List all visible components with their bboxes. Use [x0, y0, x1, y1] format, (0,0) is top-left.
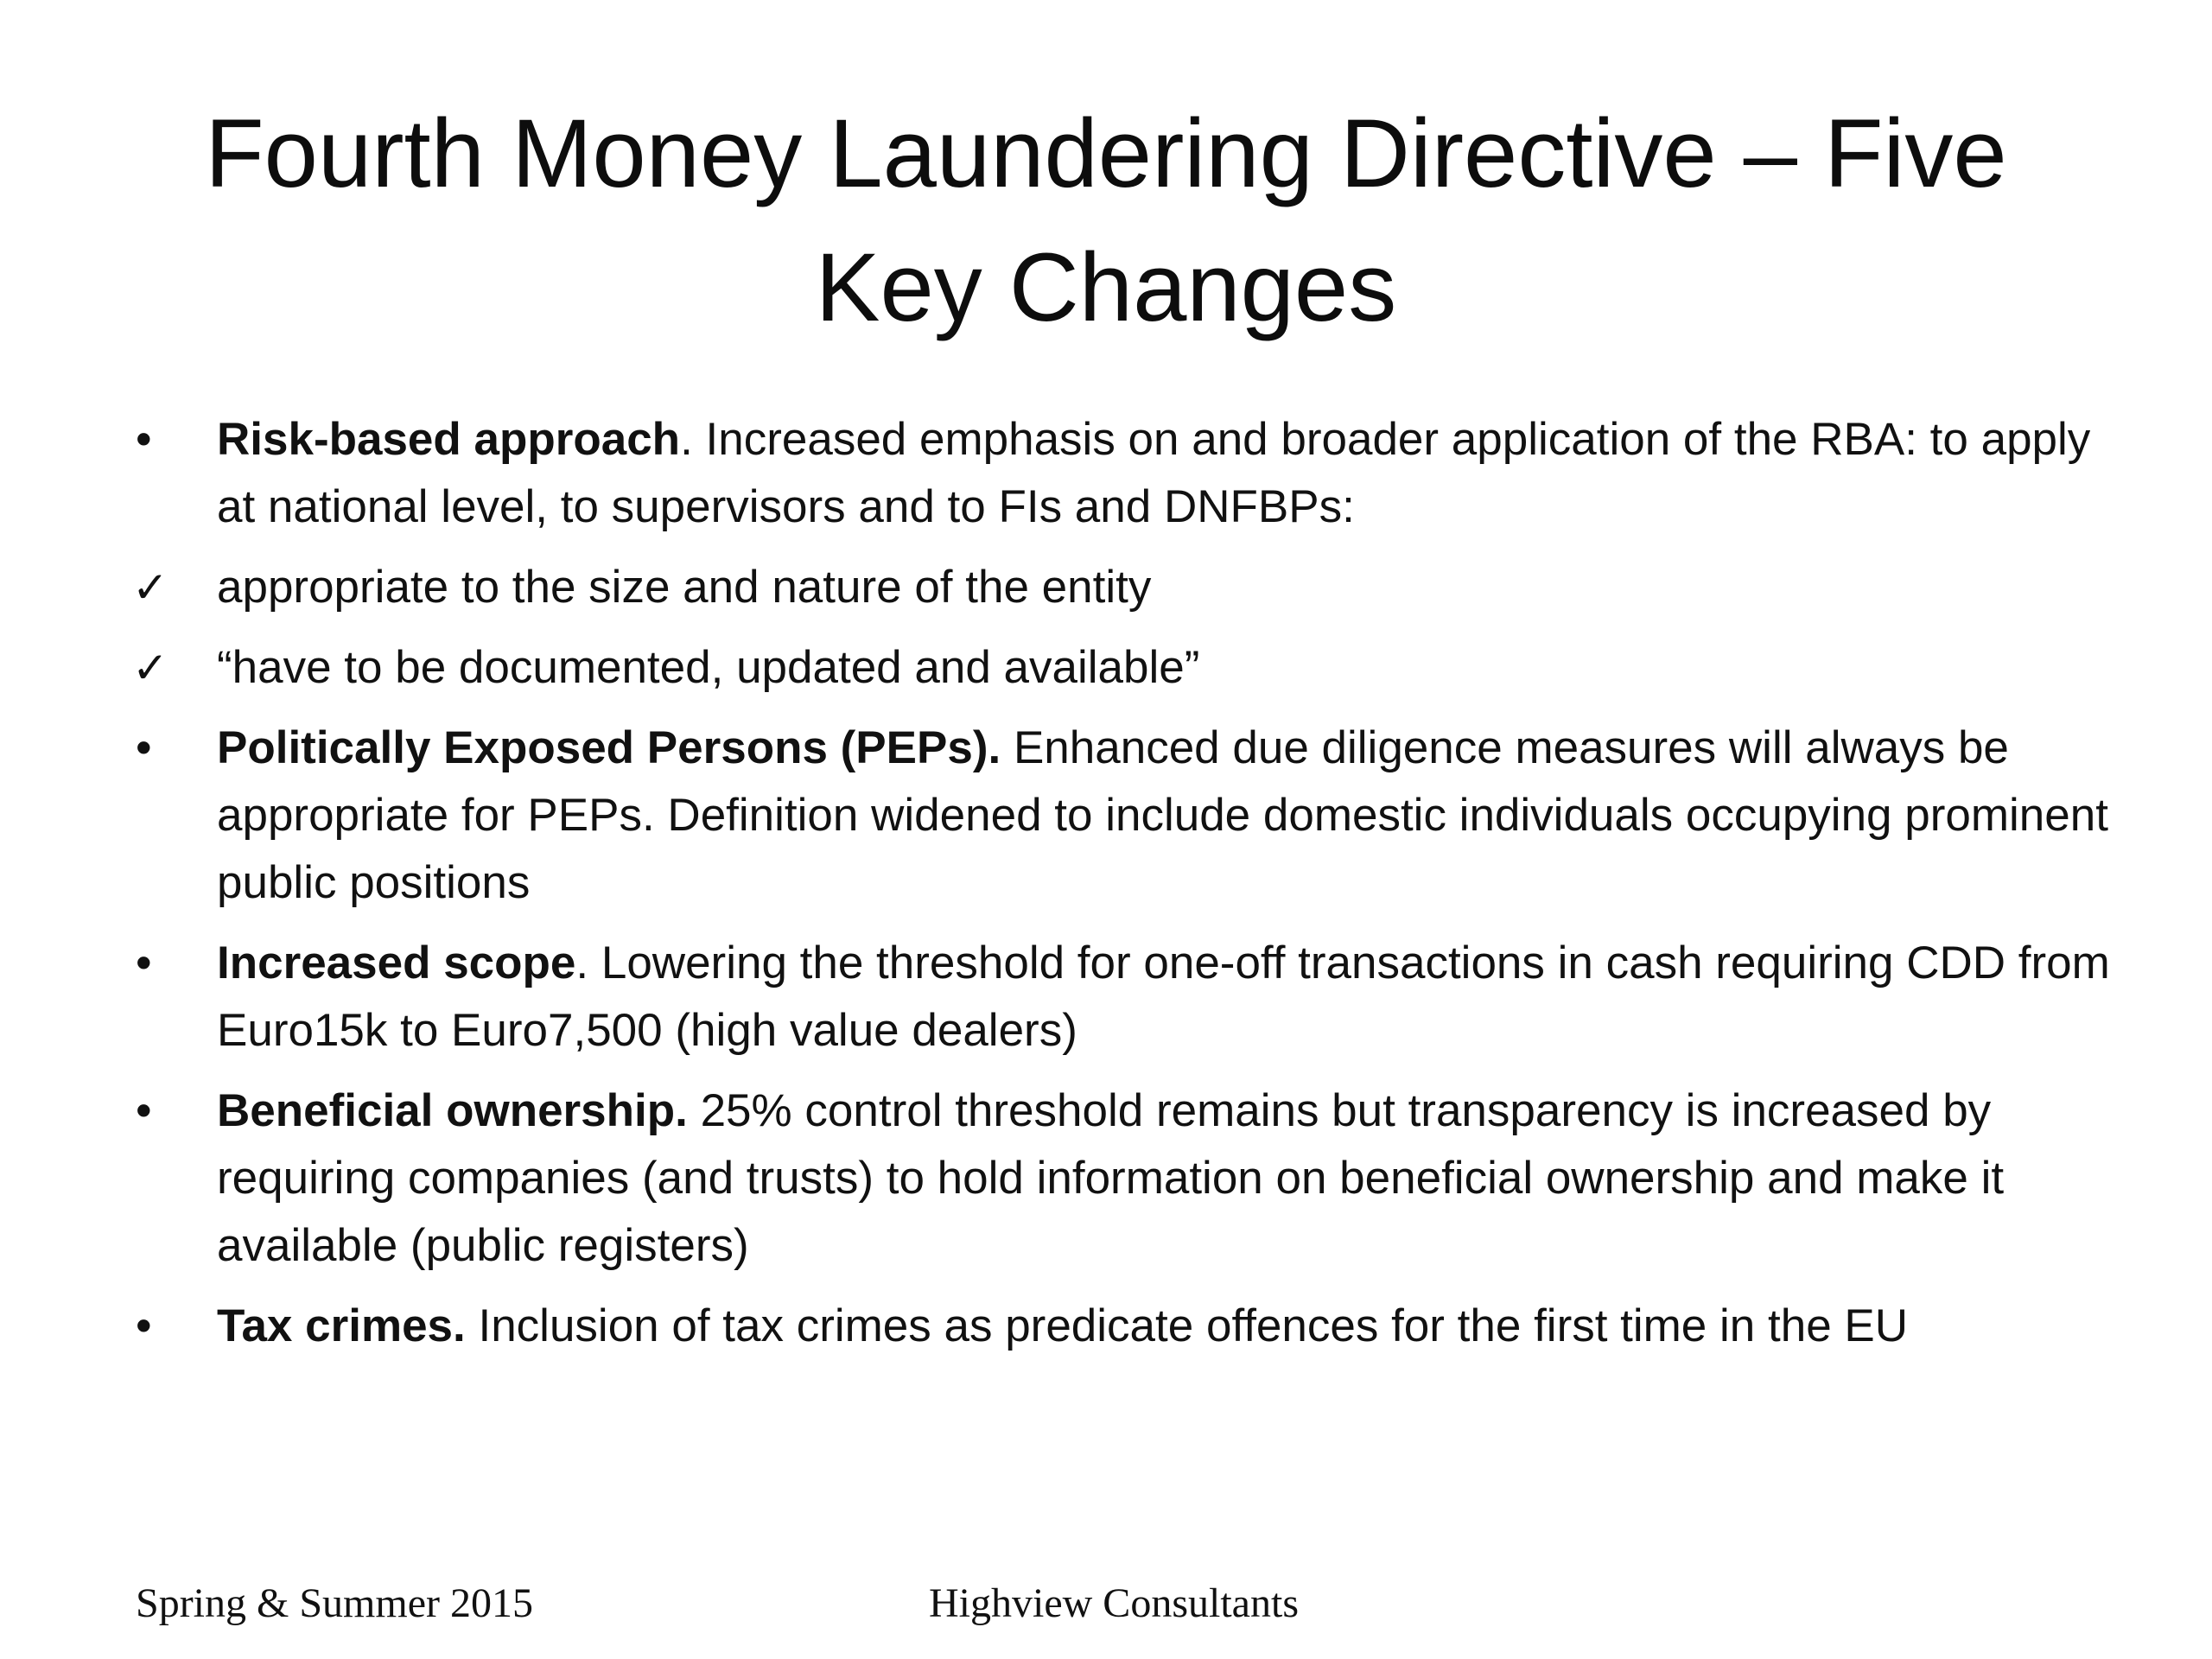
list-item	[134, 930, 2113, 1065]
bullet-icon: •	[136, 1300, 152, 1351]
slide-title: Fourth Money Laundering Directive – Five Key Changes	[205, 99, 2007, 341]
checkmark-icon: ✓	[132, 643, 168, 693]
list-item	[134, 715, 2113, 917]
list-item	[134, 634, 2113, 702]
footer-date: Spring & Summer 2015	[136, 1580, 534, 1626]
checkmark-icon: ✓	[132, 563, 168, 613]
item-text: . Increased emphasis on and broader application of the RBA: to apply at national level, to supervisors and to FIs and DNFBPs:	[217, 414, 2091, 532]
list-item	[134, 406, 2113, 541]
list-item	[134, 1077, 2113, 1280]
footer-company: Highview Consultants	[929, 1580, 1299, 1626]
item-text: Inclusion of tax crimes as predicate offences for the first time in the EU	[465, 1300, 1909, 1351]
item-text: “have to be documented, updated and available”	[217, 642, 1200, 693]
bullet-icon: •	[136, 414, 152, 465]
bullet-list	[134, 406, 2113, 1373]
bullet-icon: •	[136, 1085, 152, 1136]
list-item	[134, 554, 2113, 621]
bullet-icon: •	[136, 722, 152, 773]
list-item	[134, 1293, 2113, 1360]
item-heading: Increased scope	[217, 938, 576, 988]
item-text: . Lowering the threshold for one-off transactions in cash requiring CDD from Euro15k to Euro7,500 (high value dealers)	[217, 938, 2110, 1056]
item-heading: Risk-based approach	[217, 414, 681, 465]
item-text: appropriate to the size and nature of the entity	[217, 562, 1152, 613]
item-text: 25% control threshold remains but transparency is increased by requiring companies (and trusts) to hold information on beneficial ownership and make it available (public registers)	[217, 1085, 2005, 1271]
item-heading: Politically Exposed Persons (PEPs).	[217, 722, 1001, 773]
bullet-icon: •	[136, 938, 152, 988]
item-heading: Tax crimes.	[217, 1300, 466, 1351]
item-heading: Beneficial ownership.	[217, 1085, 688, 1136]
item-text: Enhanced due diligence measures will always be appropriate for PEPs. Definition widened to include domestic individuals occupying prominent public positions	[217, 722, 2108, 908]
